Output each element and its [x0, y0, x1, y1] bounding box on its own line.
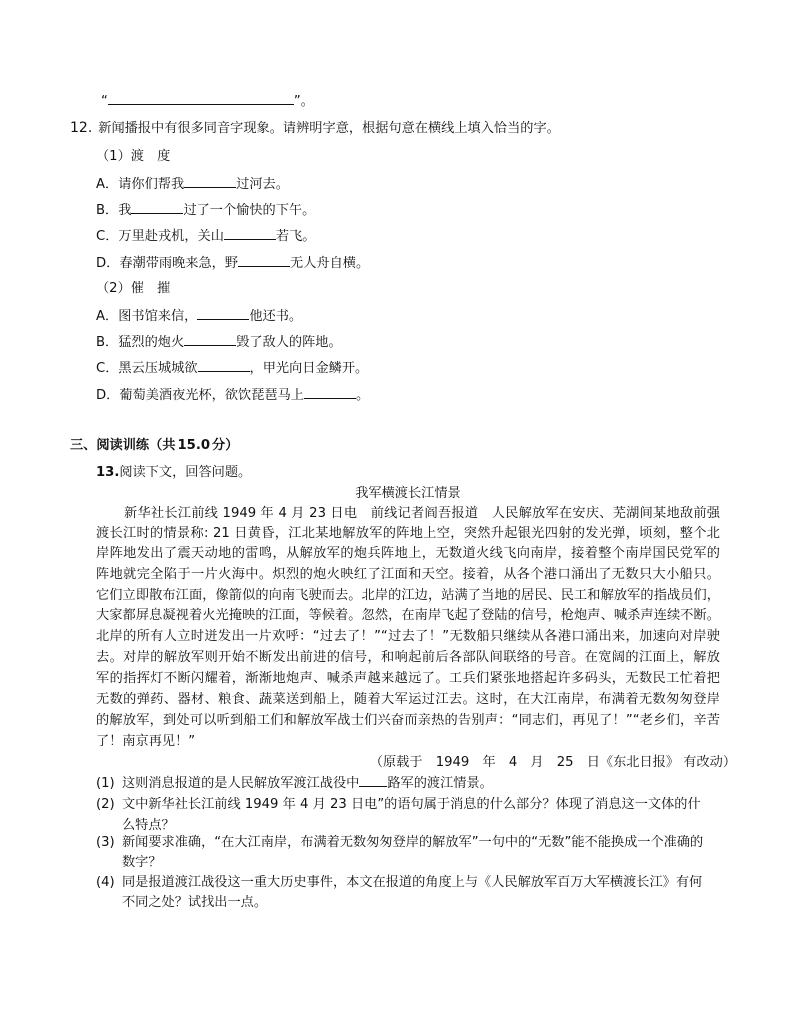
- q12-part1-option-a: A．请你们帮我 过河去。: [96, 173, 289, 195]
- fill-blank[interactable]: [184, 173, 236, 188]
- answer-blank[interactable]: [359, 772, 387, 787]
- article-line: 渡长江时的情景称: 21 日黄昏，江北某地解放军的阵地上空，突然升起银光四射的发光弹，顷刻，整个北: [96, 526, 720, 541]
- fill-blank[interactable]: [224, 225, 276, 240]
- sub-question-4-cont: 不同之处？试找出一点。: [122, 895, 268, 910]
- sub-question-1: (1) 这则消息报道的是人民解放军渡江战役中 路军的渡江情景。: [96, 772, 493, 794]
- sub-question-3: (3) 新闻要求准确，“在大江南岸，布满着无数匆匆登岸的解放军”一句中的“无数”能不能换成一个准确的: [96, 835, 704, 850]
- previous-answer-line: [101, 90, 314, 112]
- article-line: 军的指挥灯不断闪耀着，渐渐地炮声、喊杀声越来越远了。工兵们紧张地搭起许多码头，无数民工忙着把: [96, 671, 720, 686]
- sub-question-2: (2) 文中新华社长江前线 1949 年 4 月 23 日电”的语句属于消息的什么部分？体现了消息这一文体的什: [96, 797, 701, 812]
- q12-part1-label: （1）渡 度: [96, 149, 171, 164]
- q12-part1-option-c: C．万里赴戎机，关山 若飞。: [96, 225, 315, 247]
- q12-part1-option-d: D．春潮带雨晚来急，野 无人舟自横。: [96, 252, 369, 274]
- fill-blank[interactable]: [238, 252, 290, 267]
- article-line: 新华社长江前线 1949 年 4 月 23 日电 前线记者阎吾报道 人民解放军在安庆、芜湖间某地敌前强: [124, 506, 720, 521]
- q12-stem-text: 新闻播报中有很多同音字现象。请辨明字意，根据句意在横线上填入恰当的字。: [98, 121, 560, 136]
- fill-blank[interactable]: [304, 384, 356, 399]
- article-line: 它们立即散布江面，像箭似的向南飞驶而去。北岸的江边，站满了当地的居民、民工和解放军的指战员们，: [96, 588, 720, 603]
- q13-number: 13.: [96, 465, 120, 480]
- q12-part2-option-d: D．葡萄美酒夜光杯，欲饮琵琶马上 。: [96, 384, 369, 406]
- q12-number: 12.: [70, 120, 93, 136]
- sub-question-3-cont: 数字？: [122, 855, 162, 870]
- fill-blank[interactable]: [184, 331, 236, 346]
- article-source: （原载于 1949 年 4 月 25 日《东北日报》 有改动）: [369, 755, 736, 770]
- article-line: 北岸的所有人立时迸发出一片欢呼：“过去了！”“过去了！”无数船只继续从各港口涌出来，加速向对岸驶: [96, 629, 720, 644]
- q12-part2-option-a: A．图书馆来信， 他还书。: [96, 305, 302, 327]
- article-line: 了！南京再见！”: [96, 734, 196, 749]
- fill-blank[interactable]: [198, 357, 250, 372]
- article-line: 阵地就完全陷于一片火海中。炽烈的炮火映红了江面和天空。接着，从各个港口涌出了无数只大小船只。: [96, 567, 720, 582]
- q12-stem: [70, 118, 560, 139]
- article-line: 大家都屏息凝视着火光掩映的江面，等候着。忽然，在南岸飞起了登陆的信号，枪炮声、喊杀声连续不断。: [96, 608, 720, 623]
- section-heading: 三、阅读训练（共 15.0 分）: [70, 438, 239, 453]
- q12-part1-option-b: B．我 过了一个愉快的下午。: [96, 199, 315, 221]
- article-line: 的解放军，到处可以听到船工们和解放军战士们兴奋而亲热的告别声：“同志们，再见了！”“老乡们，辛苦: [96, 713, 720, 728]
- q13-instruction: 13.阅读下文，回答问题。: [96, 465, 252, 480]
- close-quote: ”。: [293, 94, 314, 109]
- article-line: 无数的弹药、器材、粮食、蔬菜送到船上，随着大军运过江去。这时，在大江南岸，布满着无数匆匆登岸: [96, 692, 720, 707]
- q12-part2-option-b: B．猛烈的炮火 毁了敌人的阵地。: [96, 331, 342, 353]
- fill-blank[interactable]: [131, 199, 183, 214]
- open-quote: “: [101, 94, 108, 109]
- q12-part2-option-c: C．黑云压城城欲 ，甲光向日金鳞开。: [96, 357, 368, 379]
- answer-blank[interactable]: [108, 90, 294, 105]
- sub-question-2-cont: 么特点？: [122, 818, 175, 833]
- article-line: 去。对岸的解放军则开始不断发出前进的信号，和响起前后各部队间联络的号音。在宽阔的江面上，解放: [96, 650, 720, 665]
- article-title: 我军横渡长江情景: [355, 486, 461, 501]
- q12-part2-label: （2）催 摧: [96, 281, 171, 296]
- article-line: 岸阵地发出了震天动地的雷鸣，从解放军的炮兵阵地上，无数道火线飞向南岸，接着整个南岸国民党军的: [96, 546, 720, 561]
- fill-blank[interactable]: [197, 305, 249, 320]
- sub-question-4: (4) 同是报道渡江战役这一重大历史事件，本文在报道的角度上与《人民解放军百万大军横渡长江》有何: [96, 875, 703, 890]
